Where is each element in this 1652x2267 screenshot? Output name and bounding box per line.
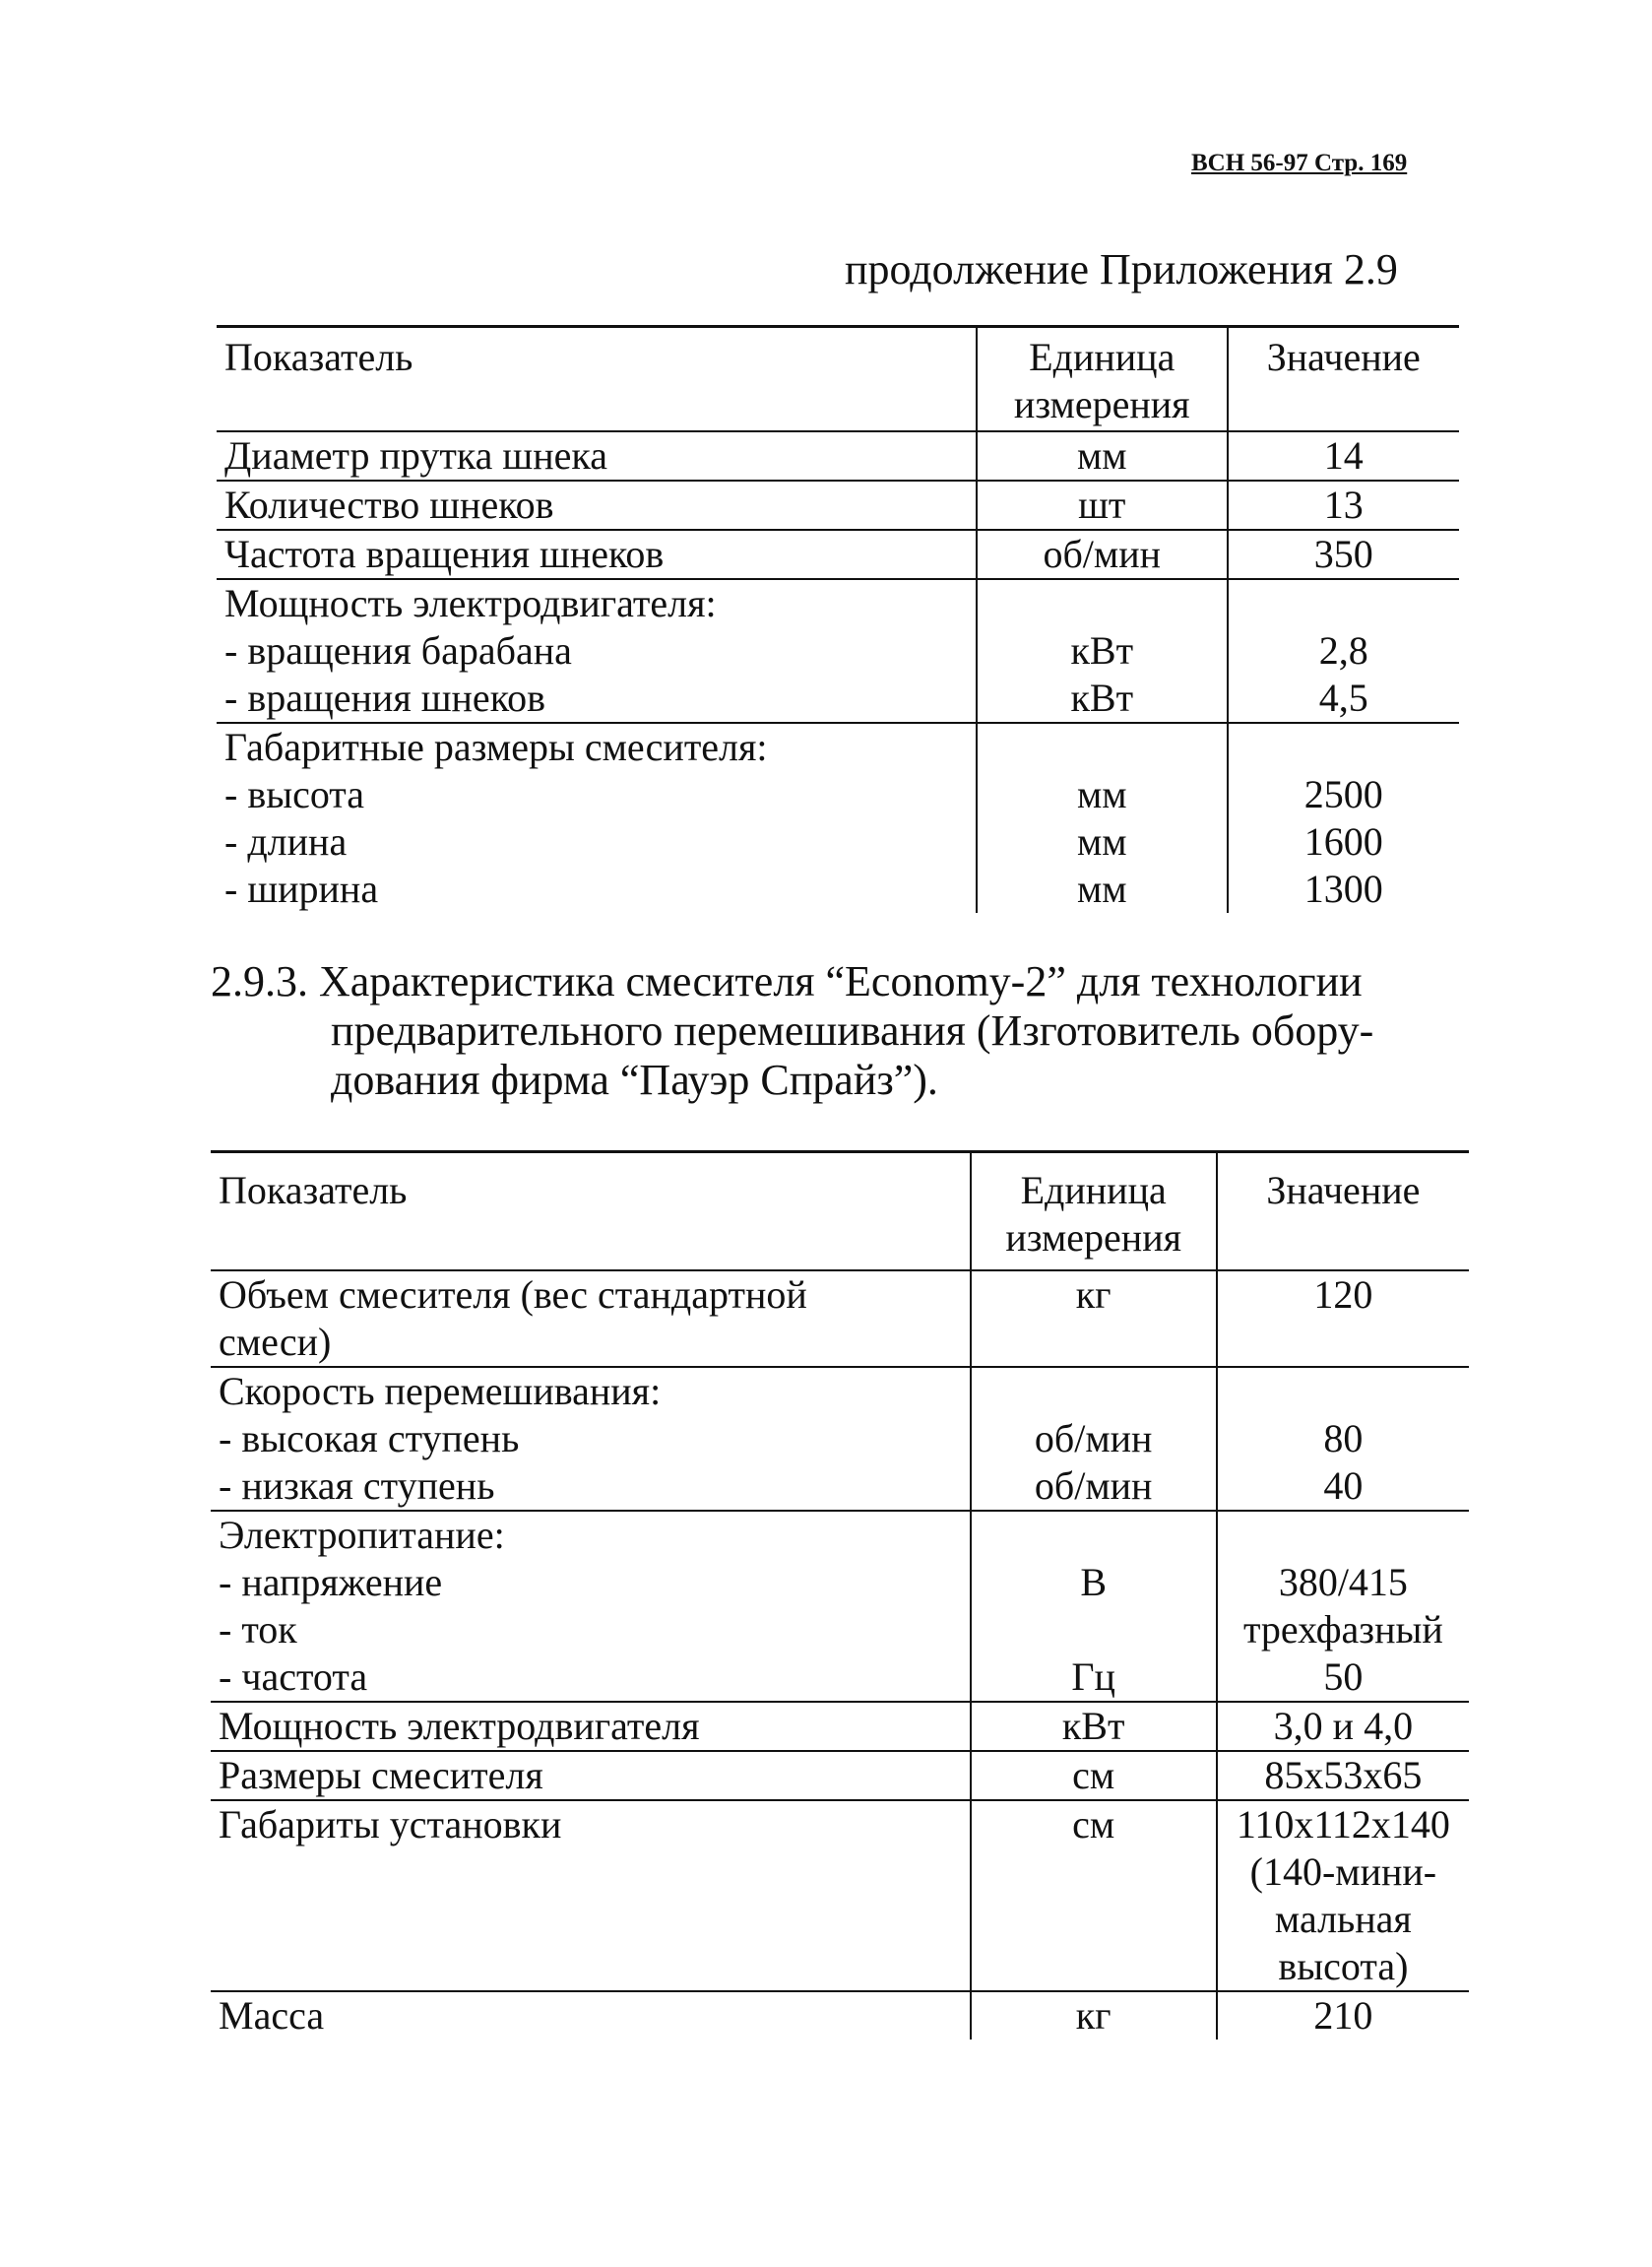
cell-text: 50 <box>1323 1654 1364 1699</box>
cell-text: 110x112x140 <box>1236 1802 1450 1846</box>
indicator-cell <box>217 530 977 579</box>
cell-text: мм <box>1076 867 1127 911</box>
indicator-cell <box>217 579 977 723</box>
table-row <box>211 1991 1469 2040</box>
value-cell <box>1217 1751 1469 1800</box>
unit-cell <box>971 1751 1217 1800</box>
indicator-cell <box>211 1367 971 1511</box>
cell-text: 1600 <box>1303 819 1383 864</box>
value-cell <box>1217 1367 1469 1511</box>
indicator-cell <box>217 431 977 481</box>
cell-text: В <box>1080 1560 1108 1604</box>
spec-table-2 <box>211 1150 1469 2040</box>
unit-cell <box>971 1270 1217 1367</box>
indicator-cell <box>217 723 977 913</box>
section-heading-line: 2.9.3. Характеристика смесителя “Economy-2” для технологии <box>211 957 1363 1005</box>
cell-text: об/мин <box>1043 532 1162 576</box>
column-header <box>1217 1152 1469 1271</box>
cell-text: Габариты установки <box>219 1802 562 1846</box>
cell-text: - частота <box>219 1654 368 1699</box>
indicator-cell <box>211 1511 971 1702</box>
indicator-cell <box>211 1270 971 1367</box>
cell-text <box>1237 580 1451 627</box>
value-cell <box>1217 1702 1469 1751</box>
cell-text: Электропитание: <box>219 1513 505 1557</box>
cell-text <box>1237 724 1451 771</box>
cell-text: - длина <box>224 819 348 864</box>
cell-text: мм <box>1076 819 1127 864</box>
unit-cell <box>971 1511 1217 1702</box>
cell-text: кВт <box>1070 676 1134 720</box>
value-cell <box>1217 1270 1469 1367</box>
cell-text: Количество шнеков <box>224 483 554 527</box>
table-row <box>211 1800 1469 1991</box>
cell-text: смеси) <box>219 1320 332 1364</box>
cell-text: 2500 <box>1303 772 1383 816</box>
cell-text <box>980 1512 1208 1559</box>
cell-text: Масса <box>219 1993 325 2038</box>
spec-table-1 <box>217 325 1459 913</box>
cell-text: об/мин <box>1034 1416 1153 1460</box>
cell-text: Единица <box>1020 1168 1167 1212</box>
cell-text: кг <box>1075 1272 1112 1317</box>
column-header <box>217 327 977 432</box>
value-cell <box>1228 530 1459 579</box>
table-row <box>217 431 1459 481</box>
cell-text <box>1226 1368 1461 1415</box>
cell-text: 380/415 <box>1278 1560 1408 1604</box>
table-row <box>217 723 1459 913</box>
table-header-row <box>211 1152 1469 1271</box>
unit-cell <box>977 481 1228 530</box>
cell-text <box>980 1368 1208 1415</box>
unit-cell <box>971 1991 1217 2040</box>
cell-text: высота) <box>1278 1944 1409 1988</box>
indicator-cell <box>211 1702 971 1751</box>
cell-text: Диаметр прутка шнека <box>224 433 607 478</box>
unit-cell <box>977 431 1228 481</box>
cell-text: 14 <box>1323 433 1364 478</box>
column-header <box>971 1152 1217 1271</box>
cell-text: кг <box>1075 1993 1112 2038</box>
value-cell <box>1217 1511 1469 1702</box>
value-cell <box>1228 481 1459 530</box>
cell-text: 1300 <box>1303 867 1383 911</box>
cell-text: шт <box>1078 483 1126 527</box>
unit-cell <box>977 579 1228 723</box>
cell-text: кВт <box>1061 1704 1125 1748</box>
table-row <box>211 1511 1469 1702</box>
cell-text: Размеры смесителя <box>219 1753 543 1797</box>
cell-text: Значение <box>1266 1168 1421 1212</box>
cell-text: 85x53x65 <box>1264 1753 1423 1797</box>
indicator-cell <box>211 1751 971 1800</box>
cell-text: трехфазный <box>1242 1607 1443 1652</box>
cell-text: Частота вращения шнеков <box>224 532 665 576</box>
cell-text: - низкая ступень <box>219 1463 495 1508</box>
cell-text <box>1226 1512 1461 1559</box>
section-heading-line: дования фирма “Пауэр Спрайз”). <box>331 1056 938 1104</box>
cell-text: Габаритные размеры смесителя: <box>224 725 768 769</box>
unit-cell <box>971 1702 1217 1751</box>
table-row <box>211 1751 1469 1800</box>
cell-text: Показатель <box>224 335 413 379</box>
cell-text: 4,5 <box>1318 676 1368 720</box>
table-row <box>217 579 1459 723</box>
cell-text: - высокая ступень <box>219 1416 520 1460</box>
value-cell <box>1228 579 1459 723</box>
section-heading <box>211 957 1461 1105</box>
cell-text: измерения <box>1005 1215 1181 1260</box>
cell-text: (140-мини- <box>1249 1849 1437 1894</box>
column-header <box>211 1152 971 1271</box>
cell-text: см <box>1072 1753 1115 1797</box>
cell-text: - высота <box>224 772 365 816</box>
indicator-cell <box>217 481 977 530</box>
cell-text: - ширина <box>224 867 379 911</box>
table-row <box>211 1702 1469 1751</box>
cell-text: 80 <box>1323 1416 1364 1460</box>
page-header: ВСН 56-97 Стр. 169 <box>1191 150 1408 176</box>
cell-text: мм <box>1076 433 1127 478</box>
table-row <box>217 481 1459 530</box>
cell-text: Гц <box>1071 1654 1115 1699</box>
cell-text: Показатель <box>219 1168 408 1212</box>
table-header-row <box>217 327 1459 432</box>
cell-text <box>985 724 1219 771</box>
cell-text: Объем смесителя (вес стандартной <box>219 1272 807 1317</box>
value-cell <box>1228 431 1459 481</box>
cell-text: 350 <box>1313 532 1373 576</box>
value-cell <box>1217 1991 1469 2040</box>
cell-text: - вращения барабана <box>224 628 572 673</box>
unit-cell <box>977 530 1228 579</box>
value-cell <box>1217 1800 1469 1991</box>
cell-text: 13 <box>1323 483 1364 527</box>
table-row <box>211 1367 1469 1511</box>
unit-cell <box>971 1800 1217 1991</box>
cell-text: 3,0 и 4,0 <box>1273 1704 1414 1748</box>
cell-text: Мощность электродвигателя <box>219 1704 700 1748</box>
value-cell <box>1228 723 1459 913</box>
cell-text <box>985 580 1219 627</box>
cell-text: Значение <box>1266 335 1421 379</box>
cell-text: Единица <box>1029 335 1175 379</box>
cell-text: 210 <box>1313 1993 1373 2038</box>
continuation-label: продолжение Приложения 2.9 <box>845 245 1398 293</box>
column-header <box>1228 327 1459 432</box>
cell-text: Скорость перемешивания: <box>219 1369 662 1413</box>
cell-text: - ток <box>219 1607 297 1652</box>
table-row <box>211 1270 1469 1367</box>
cell-text: 40 <box>1323 1463 1364 1508</box>
cell-text: об/мин <box>1034 1463 1153 1508</box>
cell-text: 2,8 <box>1318 628 1368 673</box>
cell-text: измерения <box>1013 382 1190 426</box>
table-row <box>217 530 1459 579</box>
unit-cell <box>977 723 1228 913</box>
indicator-cell <box>211 1991 971 2040</box>
section-heading-line: предварительного перемешивания (Изготовитель обору- <box>331 1006 1374 1055</box>
cell-text: Мощность электродвигателя: <box>224 581 717 625</box>
cell-text: - вращения шнеков <box>224 676 545 720</box>
cell-text: мальная <box>1274 1897 1412 1941</box>
cell-text <box>980 1606 1208 1653</box>
cell-text: 120 <box>1313 1272 1373 1317</box>
cell-text: кВт <box>1070 628 1134 673</box>
cell-text: - напряжение <box>219 1560 443 1604</box>
cell-text: мм <box>1076 772 1127 816</box>
cell-text: см <box>1072 1802 1115 1846</box>
unit-cell <box>971 1367 1217 1511</box>
column-header <box>977 327 1228 432</box>
indicator-cell <box>211 1800 971 1991</box>
